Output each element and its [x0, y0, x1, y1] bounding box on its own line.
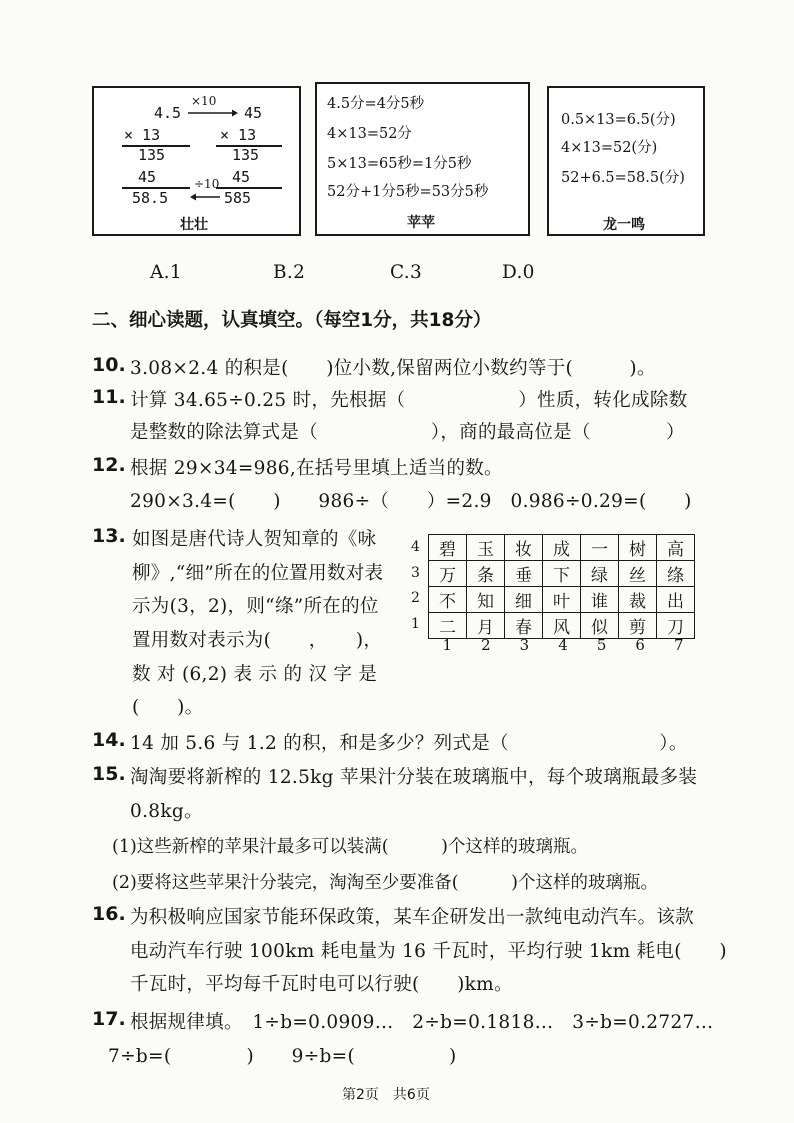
question-15-line1: 淘淘要将新榨的 12.5kg 苹果汁分装在玻璃瓶中，每个玻璃瓶最多装 — [130, 767, 698, 788]
option-a: A.1 — [150, 262, 182, 283]
question-16-line1: 为积极响应国家节能环保政策，某车企研发出一款纯电动汽车。该款 — [130, 907, 695, 928]
poem-cell: 绿 — [581, 561, 619, 587]
calc-row2-left: × 13 — [124, 126, 161, 144]
question-13-line: ( )。 — [132, 697, 204, 718]
question-15-sub2: (2)要将这些苹果汁分装完，淘淘至少要准备( )个这样的玻璃瓶。 — [112, 873, 658, 893]
poem-cell: 高 — [657, 535, 695, 561]
method-line: 5×13=65秒=1分5秒 — [327, 156, 472, 172]
box-caption: 壮壮 — [180, 217, 208, 233]
question-16-line3: 千瓦时，平均每千瓦时电可以行驶( )km。 — [130, 974, 513, 995]
poem-grid — [428, 534, 695, 639]
poem-cell: 树 — [619, 535, 657, 561]
calc-row1-left: 4.5 — [154, 104, 182, 122]
grid-col-labels — [428, 636, 698, 654]
poem-cell: 谁 — [581, 587, 619, 613]
poem-cell: 刀 — [657, 613, 695, 639]
question-number: 16. — [92, 903, 126, 925]
poem-cell: 下 — [543, 561, 581, 587]
question-15-line2: 0.8kg。 — [130, 801, 203, 822]
box-caption: 苹苹 — [407, 215, 435, 231]
poem-cell: 万 — [429, 561, 467, 587]
method-line: 52+6.5=58.5(分) — [561, 170, 685, 186]
col-label: 5 — [596, 636, 607, 654]
method-box-pingping — [315, 82, 530, 236]
row-label: 1 — [411, 615, 420, 632]
option-d: D.0 — [502, 262, 535, 283]
poem-cell: 条 — [467, 561, 505, 587]
poem-cell: 细 — [505, 587, 543, 613]
col-label: 6 — [635, 636, 645, 654]
poem-cell: 似 — [581, 613, 619, 639]
poem-cell: 玉 — [467, 535, 505, 561]
calc-row1-arrow-label: ×10 — [191, 94, 217, 108]
method-box-longyiming — [547, 86, 705, 236]
poem-cell: 出 — [657, 587, 695, 613]
question-number: 17. — [92, 1008, 126, 1030]
poem-cell: 风 — [543, 613, 581, 639]
poem-cell: 垂 — [505, 561, 543, 587]
question-number: 10. — [92, 354, 126, 376]
poem-cell: 知 — [467, 587, 505, 613]
col-label: 3 — [519, 636, 530, 654]
method-line: 4.5分=4分5秒 — [327, 96, 425, 112]
option-b: B.2 — [273, 262, 306, 283]
section-heading: 二、细心读题，认真填空。（每空1分，共18分） — [92, 310, 492, 331]
left-arrow-icon — [190, 192, 220, 202]
question-number: 14. — [92, 729, 126, 751]
calc-row4-right: 45 — [232, 168, 251, 186]
question-10-text: 3.08×2.4 的积是( )位小数,保留两位小数约等于( )。 — [130, 358, 656, 379]
question-13-line: 置用数对表示为( ， )， — [132, 630, 383, 651]
col-label: 1 — [442, 636, 453, 654]
question-12-line1: 根据 29×34=986,在括号里填上适当的数。 — [130, 458, 503, 479]
question-11-line1: 计算 34.65÷0.25 时，先根据（ ）性质，转化成除数 — [130, 390, 688, 411]
calc-row5-left: 58.5 — [132, 189, 169, 207]
calc-row5-arrow-label: ÷10 — [194, 177, 220, 191]
row-label: 3 — [411, 564, 420, 581]
poem-cell: 二 — [429, 613, 467, 639]
question-13-line: 数 对 (6,2) 表 示 的 汉 字 是 — [132, 664, 378, 685]
calc-row1-right: 45 — [244, 104, 263, 122]
poem-cell: 剪 — [619, 613, 657, 639]
method-line: 52分+1分5秒=53分5秒 — [327, 184, 489, 200]
poem-cell: 月 — [467, 613, 505, 639]
col-label: 7 — [673, 636, 684, 654]
poem-cell: 一 — [581, 535, 619, 561]
page-footer: 第2页 共6页 — [342, 1087, 430, 1103]
method-line: 0.5×13=6.5(分) — [561, 112, 676, 128]
poem-cell: 绦 — [657, 561, 695, 587]
question-11-line2: 是整数的除法算式是（ ），商的最高位是（ ） — [130, 422, 685, 443]
question-14-text: 14 加 5.6 与 1.2 的积，和是多少？列式是（ ）。 — [130, 733, 688, 754]
poem-cell: 成 — [543, 535, 581, 561]
method-line: 4×13=52分 — [327, 126, 412, 142]
calc-row5-right: 585 — [224, 189, 252, 207]
poem-cell: 不 — [429, 587, 467, 613]
question-13-line: 示为(3，2)，则“绦”所在的位 — [132, 596, 379, 617]
poem-cell: 裁 — [619, 587, 657, 613]
question-15-sub1: (1)这些新榨的苹果汁最多可以装满( )个这样的玻璃瓶。 — [112, 837, 588, 857]
question-13-line: 如图是唐代诗人贺知章的《咏 — [132, 529, 377, 550]
poem-cell: 叶 — [543, 587, 581, 613]
method-box-zhuangzhuang — [92, 86, 301, 236]
question-number: 15. — [92, 763, 126, 785]
calc-row4-left: 45 — [138, 168, 157, 186]
col-label: 4 — [558, 636, 568, 654]
question-16-line2: 电动汽车行驶 100km 耗电量为 16 千瓦时，平均行驶 1km 耗电( ) — [130, 941, 727, 962]
right-arrow-icon — [186, 108, 238, 118]
poem-cell: 春 — [505, 613, 543, 639]
grid-row-labels — [411, 535, 420, 637]
method-line: 4×13=52(分) — [561, 140, 658, 156]
box-caption: 龙一鸣 — [603, 217, 645, 233]
poem-cell: 丝 — [619, 561, 657, 587]
row-label: 4 — [411, 539, 420, 555]
question-17-line2: 7÷b=( ) 9÷b=( ) — [108, 1046, 457, 1067]
row-label: 2 — [411, 590, 420, 606]
poem-cell: 妆 — [505, 535, 543, 561]
calc-row3-left: 135 — [138, 146, 166, 164]
calc-row2-right: × 13 — [220, 126, 257, 144]
option-c: C.3 — [390, 262, 423, 283]
question-number: 13. — [92, 525, 126, 547]
col-label: 2 — [481, 636, 491, 654]
question-number: 12. — [92, 454, 126, 476]
question-number: 11. — [92, 386, 126, 408]
question-17-line1: 根据规律填。 1÷b=0.0909… 2÷b=0.1818… 3÷b=0.2727… — [130, 1012, 714, 1033]
question-12-line2: 290×3.4=( ) 986÷（ ）=2.9 0.986÷0.29=( ) — [130, 491, 692, 512]
poem-cell: 碧 — [429, 535, 467, 561]
calc-row3-right: 135 — [232, 146, 260, 164]
question-13-line: 柳》,“细”所在的位置用数对表 — [132, 563, 384, 584]
